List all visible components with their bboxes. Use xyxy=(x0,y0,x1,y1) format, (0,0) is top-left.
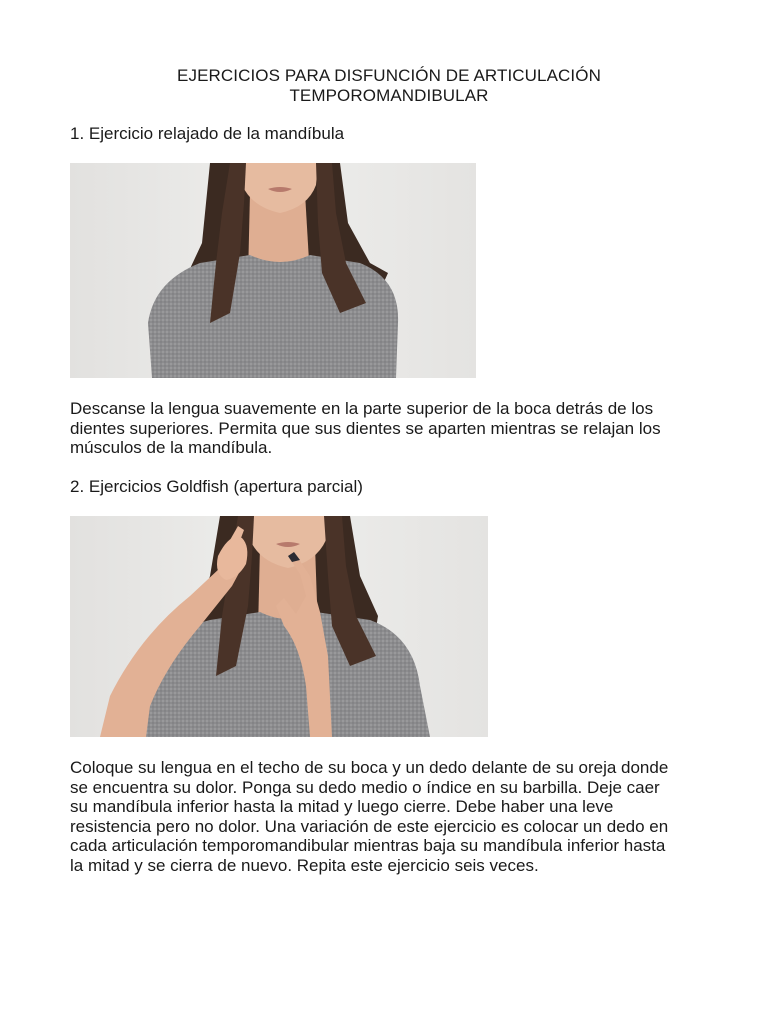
section-1-line-1: Descanse la lengua suavemente en la parte superior de la boca detrás de los xyxy=(70,399,654,418)
section-1-line-2: dientes superiores. Permita que sus dientes se aparten mientras se relajan los xyxy=(70,418,661,438)
section-2-line-6: la mitad y se cierra de nuevo. Repita este ejercicio seis veces. xyxy=(70,855,539,875)
section-1-heading: 1. Ejercicio relajado de la mandíbula xyxy=(70,124,345,143)
relaxed-jaw-photo xyxy=(70,163,476,378)
section-2-heading: 2. Ejercicios Goldfish (apertura parcial) xyxy=(70,477,363,496)
section-2-line-5: cada articulación temporomandibular mientras baja su mandíbula inferior hasta xyxy=(70,836,666,855)
section-2-description xyxy=(70,758,730,875)
title-line-2: TEMPOROMANDIBULAR xyxy=(289,86,489,105)
document-title xyxy=(120,66,658,106)
goldfish-exercise-photo xyxy=(70,516,488,737)
section-2-line-2: se encuentra su dolor. Ponga su dedo medio o índice en su barbilla. Deje caer xyxy=(70,777,660,797)
section-2-line-3: su mandíbula inferior hasta la mitad y luego cierre. Debe haber una leve xyxy=(70,797,614,816)
section-2-line-4: resistencia pero no dolor. Una variación de este ejercicio es colocar un dedo en xyxy=(70,816,669,836)
section-1-description xyxy=(70,399,730,458)
section-2-line-1: Coloque su lengua en el techo de su boca y un dedo delante de su oreja donde xyxy=(70,758,669,777)
section-1-line-3: músculos de la mandíbula. xyxy=(70,438,273,457)
title-line-1: EJERCICIOS PARA DISFUNCIÓN DE ARTICULACIÓN xyxy=(177,66,601,85)
